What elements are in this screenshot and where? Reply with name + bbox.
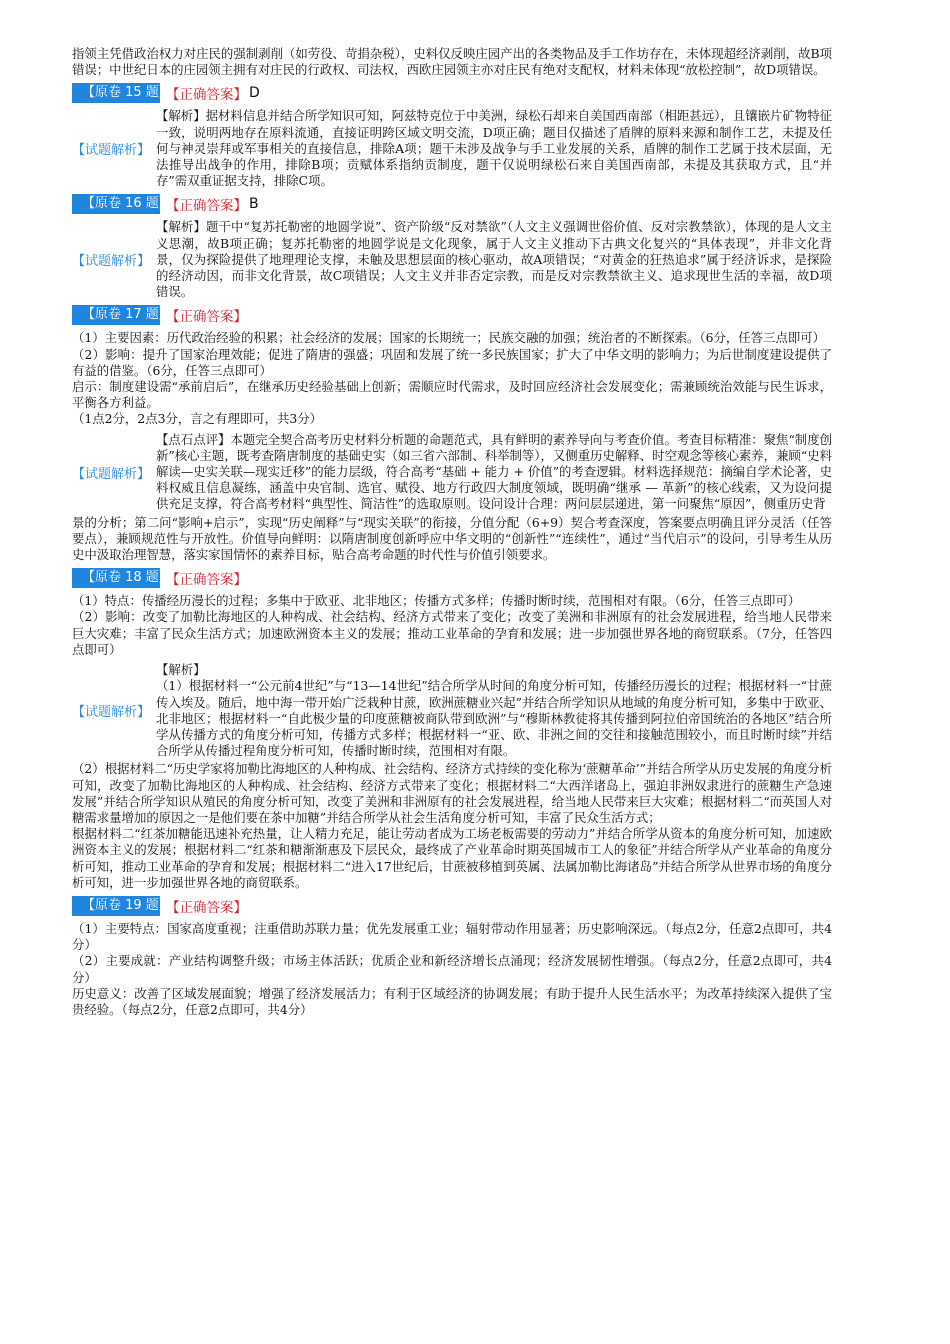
answer-label: 【正确答案】 [166,87,247,104]
question-17-answer-line: （2）影响：提升了国家治理效能；促进了隋唐的强盛；巩固和发展了统一多民族国家；扩大了中华文明的影响力；为后世制度建设提供了有益的借鉴。（6分，任答三点即可） [72,346,832,378]
question-18-answer-line: （1）特点：传播经历漫长的过程；多集中于欧亚、北非地区；传播方式多样；传播时断时续，范围相对有限。（6分，任答三点即可） [72,593,801,609]
question-17-header [72,304,832,326]
question-18-header [72,567,832,589]
question-17-answer-line: 启示：制度建设需“承前启后”，在继承历史经验基础上创新；需顺应时代需求，及时回应经济社会发展变化；需兼顾统治效能与民生诉求，平衡各方利益。 [72,379,832,411]
question-18-analysis-text: 【解析】 （1）根据材料一“公元前4世纪”与“13—14世纪”结合所学从时间的角度分析可知，传播经历漫长的过程；根据材料一“甘蔗传入埃及。随后，地中海一带开始广泛栽种甘蔗，欧洲蔗糖业兴起”并结合所学知识从地域的角度分析可知，多集中于欧亚、北非地区；根据材料一“自此极少量的印度蔗糖被商队带到欧洲”与“穆斯林教徒将其传播到阿拉伯帝国统治的各地区”结合所学从传播方式的角度分析可知，传播方式多样；根据材料一“亚、欧、非洲之间的交往和接触范围较小，而且时断时续”并结合所学从传播过程角度分析可知，传播时断时续，范围相对有限。 [156,662,832,759]
analysis-label: 【试题解析】 [72,466,151,482]
question-19-answer-line: （2）主要成就：产业结构调整升级；市场主体活跃；优质企业和新经济增长点涌现；经济发展韧性增强。（每点2分，任意2点即可，共4分） [72,953,832,985]
question-17-answer-line: （1点2分，2点3分，言之有理即可，共3分） [72,411,323,427]
question-17-badge: 【原卷 17 题】 [72,305,160,325]
question-19-answer-line: 历史意义：改善了区域发展面貌；增强了经济发展活力；有利于区域经济的协调发展；有助于提升人民生活水平；为改革持续深入提供了宝贵经验。（每点2分，任意2点即可，共4分） [72,985,832,1017]
question-15-analysis [72,108,832,189]
question-18-analysis [72,662,832,759]
question-17-analysis-text: 【点石点评】本题完全契合高考历史材料分析题的命题范式，具有鲜明的素养导向与考查价值。考查目标精准：聚焦“制度创新”核心主题，既考查隋唐制度的基础史实（如三省六部制、科举制等），又侧重历史解释、时空观念等核心素养，兼顾“史料解读—史实关联—现实迁移”的能力层级，符合高考“基础 + 能力 + 价值”的考查逻辑。材料选择规范：摘编自学术论著，史料权威且信息凝练，涵盖中央官制、选官、赋役、地方行政四大制度领域，既明确“继承 — 革新”的核心线索，又为设问提供充足支撑，符合高考材料“典型性、简洁性”的选取原则。设问设计合理：两问层层递进，第一问聚焦“原因”，侧重历史背 [156,431,832,512]
answer-label: 【正确答案】 [166,198,247,215]
analysis-label: 【试题解析】 [72,705,151,721]
question-18-badge: 【原卷 18 题】 [72,568,160,588]
question-19-header [72,895,832,917]
question-15-badge: 【原卷 15 题】 [72,83,160,103]
analysis-label: 【试题解析】 [72,143,151,159]
question-18-analysis-continued: （2）根据材料二“历史学家将加勒比海地区的人种构成、社会结构、经济方式持续的变化称为‘蔗糖革命’”并结合所学从历史发展的角度分析可知，改变了加勒比海地区的人种构成、社会结构、经济方式带来了变化；根据材料二“大西洋诸岛上，强迫非洲奴隶进行的蔗糖生产急速发展”并结合所学知识从殖民的角度分析可知，改变了美洲和非洲原有的社会发展进程，给当地人民带来巨大灾难；根据材料二“而英国人对糖需求量增加的原因之一是他们要在茶中加糖”并结合所学从社会生活角度分析可知，丰富了民众生活方式； 根据材料二“红茶加糖能迅速补充热量，让人精力充足，能让劳动者成为工场老板需要的劳动力”并结合所学从资本的角度分析可知，加速欧洲资本主义的发展；根据材料二“红茶和糖渐渐惠及下层民众，最终成了产业革命时期英国城市工人的象征”并结合所学从产业革命的角度分析可知，推动工业革命的孕育和发展；根据材料二“进入17世纪后，甘蔗被移植到英属、法属加勒比海诸岛”并结合所学从世界市场的角度分析可知，进一步加强世界各地的商贸联系。 [72,761,832,890]
question-16-analysis-text: 【解析】题干中“复苏托勒密的地圆学说”、资产阶级“反对禁欲”（人文主义强调世俗价值、反对宗教禁欲），体现的是人文主义思潮，故B项正确；复苏托勒密的地圆学说是文化现象，属于人文主义推动下古典文化复兴的“具体表现”，并非文化背景，仅为探险提供了地理理论支撑，未触及思想层面的核心驱动，故A项错误；“对黄金的狂热追求”属于经济诉求，是探险的经济动因，而非文化背景，故C项错误；人文主义并非否定宗教，而是反对宗教禁欲主义、追求现世生活的幸福，故D项错误。 [156,219,832,300]
question-16-badge: 【原卷 16 题】 [72,194,160,214]
question-18-answer-line: （2）影响：改变了加勒比海地区的人种构成、社会结构、经济方式带来了变化；改变了美洲和非洲原有的社会发展进程，给当地人民带来巨大灾难；丰富了民众生活方式；加速欧洲资本主义的发展；推动工业革命的孕育和发展；进一步加强世界各地的商贸联系。（7分，任答四点即可） [72,609,832,657]
question-15-analysis-text: 【解析】据材料信息并结合所学知识可知，阿兹特克位于中美洲，绿松石却来自美国西南部（相距甚远），且镶嵌片矿物特征一致，说明两地存在原料流通，直接证明跨区域文明交流，D项正确；题目仅描述了盾牌的原料来源和制作工艺，未提及任何与神灵崇拜或军事相关的直接信息，排除A项；题干未涉及战争与手工业发展的关系，盾牌的制作工艺属于技术层面，无法推导出战争的作用，排除B项；贡赋体系指纳贡制度，题干仅说明绿松石来自美国西南部，未提及其获取方式，且“并存”需双重证据支持，排除C项。 [156,108,832,189]
question-15-answer: D [249,85,260,102]
question-16-answer: B [249,196,259,213]
intro-paragraph: 指领主凭借政治权力对庄民的强制剥削（如劳役、苛捐杂税），史料仅反映庄园产出的各类物品及手工作坊存在，未体现超经济剥削，故B项错误；中世纪日本的庄园领主拥有对庄民的行政权、司法权，西欧庄园领主亦对庄民有绝对支配权，材料未体现“放松控制”，故D项错误。 [72,46,832,78]
document-page [72,46,832,1018]
question-16-header [72,193,832,215]
question-15-header [72,82,832,104]
answer-label: 【正确答案】 [166,572,247,589]
analysis-label: 【试题解析】 [72,254,151,270]
question-17-analysis [72,432,832,513]
question-17-analysis-continued: 景的分析；第二问“影响+启示”，实现“历史阐释”与“现实关联”的衔接，分值分配（6+9）契合考查深度，答案要点明确且评分灵活（任答要点），兼顾规范性与开放性。价值导向鲜明：以隋唐制度创新呼应中华文明的“创新性”“连续性”，通过“当代启示”的设问，引导考生从历史中汲取治理智慧，落实家国情怀的素养目标，贴合高考命题的时代性与价值引领要求。 [72,514,832,563]
answer-label: 【正确答案】 [166,899,247,916]
question-17-answer-line: （1）主要因素：历代政治经验的积累；社会经济的发展；国家的长期统一；民族交融的加强；统治者的不断探索。（6分，任答三点即可） [72,330,826,346]
answer-label: 【正确答案】 [166,309,247,326]
question-19-badge: 【原卷 19 题】 [72,896,160,916]
question-19-answer-line: （1）主要特点：国家高度重视；注重借助苏联力量；优先发展重工业；辐射带动作用显著；历史影响深远。（每点2分，任意2点即可，共4分） [72,920,832,953]
question-16-analysis [72,219,832,300]
